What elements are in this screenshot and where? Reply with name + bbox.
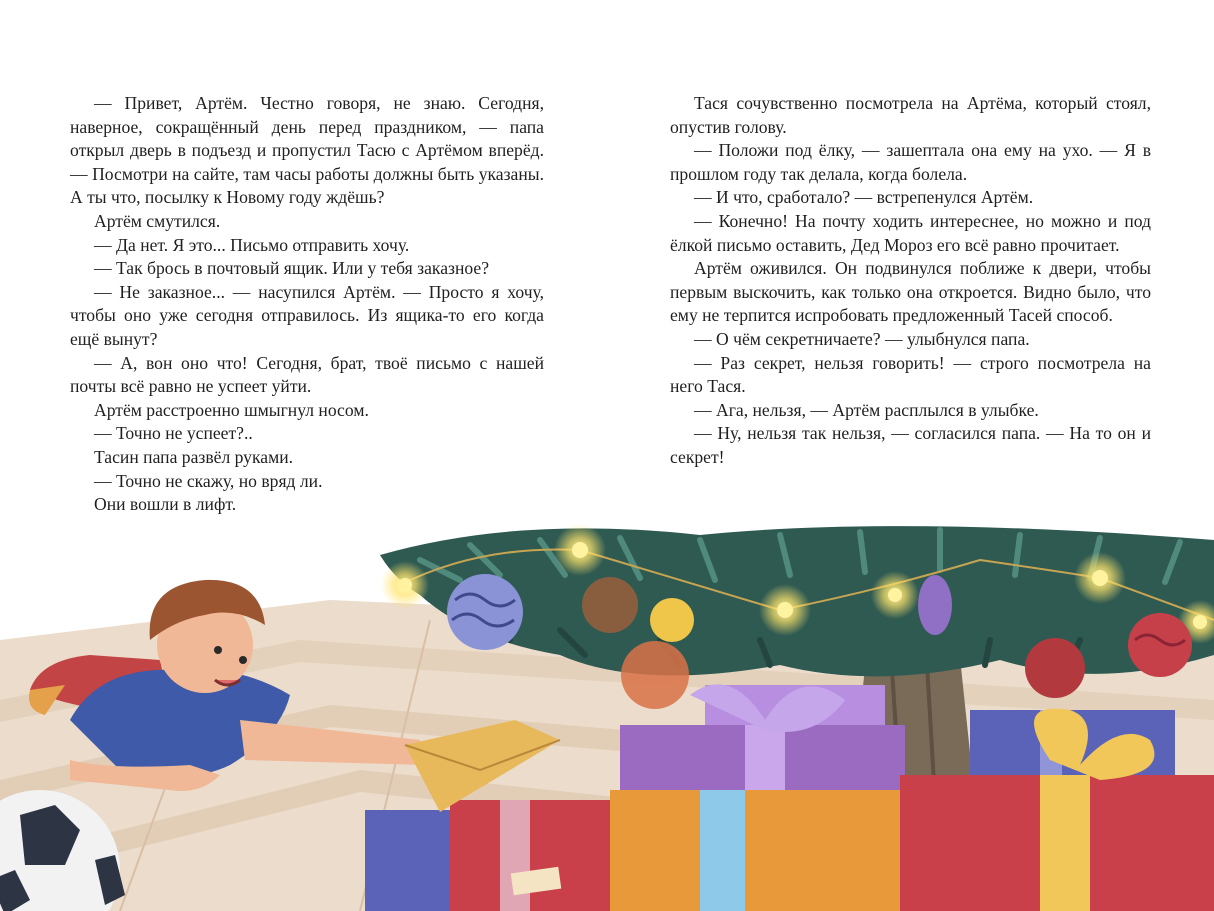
paragraph: — Так брось в почтовый ящик. Или у тебя заказное? xyxy=(94,258,490,279)
paragraph: — Точно не скажу, но вряд ли. xyxy=(94,470,323,491)
paragraph: — О чём секретничаете? — улыбнулся папа. xyxy=(694,328,1030,349)
christmas-tree-illustration xyxy=(0,500,1214,911)
paragraph: Артём расстроенно шмыгнул носом. xyxy=(94,399,369,420)
paragraph: — Да нет. Я это... Письмо отправить хочу. xyxy=(94,234,410,255)
paragraph: Тасин папа развёл руками. xyxy=(94,446,294,467)
paragraph: — И что, сработало? — встрепенулся Артём. xyxy=(694,187,1034,208)
paragraph: Артём оживился. Он подвинулся поближе к двери, чтобы первым выскочить, как только она откроется. Видно было, что ему не терпится испробовать предложенный Тасей способ. xyxy=(670,258,1151,326)
right-text-column xyxy=(670,92,1151,470)
paragraph: — Раз секрет, нельзя говорить! — строго посмотрела на него Тася. xyxy=(670,352,1151,397)
paragraph: — Точно не успеет?.. xyxy=(94,423,253,444)
left-text-column xyxy=(70,92,544,517)
paragraph: — Конечно! На почту ходить интереснее, но можно и под ёлкой письмо оставить, Дед Мороз его всё равно прочитает. xyxy=(670,210,1151,255)
paragraph: Они вошли в лифт. xyxy=(94,494,237,515)
paragraph: Артём смутился. xyxy=(94,210,221,231)
paragraph: — Ну, нельзя так нельзя, — согласился папа. — На то он и секрет! xyxy=(670,423,1151,467)
paragraph: — А, вон оно что! Сегодня, брат, твоё письмо с нашей почты всё равно не успеет уйти. xyxy=(70,352,544,397)
paragraph: — Положи под ёлку, — зашептала она ему на ухо. — Я в прошлом году так делала, когда болела. xyxy=(670,140,1151,184)
paragraph: Тася сочувственно посмотрела на Артёма, который стоял, опустив голову. xyxy=(670,93,1151,137)
paragraph: — Привет, Артём. Честно говоря, не знаю. Сегодня, наверное, сокращённый день перед праздником, — папа открыл дверь в подъезд и пропустил Тасю с Артёмом вперёд. — Посмотри на сайте, там часы работы должны быть указаны. А ты что, посылку к Новому году ждёшь? xyxy=(70,93,544,208)
paragraph: — Не заказное... — насупился Артём. — Просто я хочу, чтобы оно уже сегодня отправилось. Из ящика-то его когда ещё вынут? xyxy=(70,281,544,349)
paragraph: — Ага, нельзя, — Артём расплылся в улыбке. xyxy=(694,399,1039,420)
